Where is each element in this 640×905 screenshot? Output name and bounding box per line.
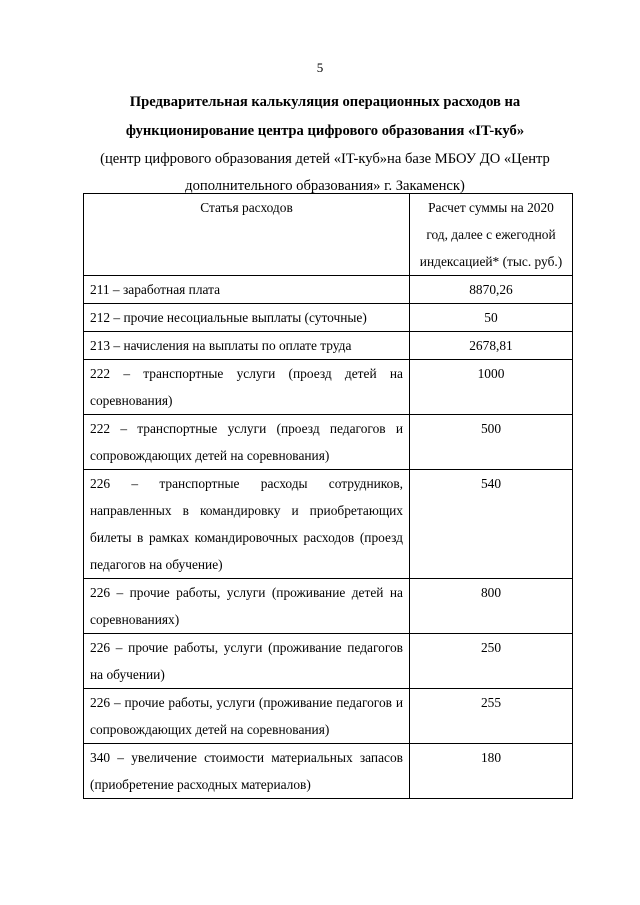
amount-cell: 180 — [410, 744, 573, 799]
expense-item-cell: 226 – прочие работы, услуги (проживание детей на соревнованиях) — [84, 579, 410, 634]
table-row — [84, 304, 573, 332]
table-header-row — [84, 194, 573, 276]
expense-table — [83, 193, 573, 799]
amount-cell: 250 — [410, 634, 573, 689]
table-row — [84, 332, 573, 360]
table-row — [84, 360, 573, 415]
amount-cell: 800 — [410, 579, 573, 634]
amount-cell: 255 — [410, 689, 573, 744]
table-row — [84, 470, 573, 579]
header-expense-item: Статья расходов — [84, 194, 410, 276]
expense-item-cell: 226 – транспортные расходы сотрудников, направленных в командировку и приобретающих билеты в рамках командировочных расходов (проезд педагогов на обучение) — [84, 470, 410, 579]
expense-item-cell: 211 – заработная плата — [84, 276, 410, 304]
document-subtitle: (центр цифрового образования детей «IT-куб»на базе МБОУ ДО «Центр дополнительного образования» г. Закаменск) — [100, 151, 550, 194]
table-row — [84, 744, 573, 799]
expense-item-cell: 226 – прочие работы, услуги (проживание педагогов и сопровождающих детей на соревнования) — [84, 689, 410, 744]
amount-cell: 500 — [410, 415, 573, 470]
table-row — [84, 634, 573, 689]
page-number: 5 — [316, 60, 324, 75]
table-row — [84, 276, 573, 304]
table-row — [84, 579, 573, 634]
expense-item-cell: 213 – начисления на выплаты по оплате труда — [84, 332, 410, 360]
document-title: Предварительная калькуляция операционных расходов на функционирование центра цифрового образования «IT-куб» — [125, 94, 525, 139]
amount-cell: 1000 — [410, 360, 573, 415]
table-row — [84, 415, 573, 470]
expense-item-cell: 212 – прочие несоциальные выплаты (суточные) — [84, 304, 410, 332]
amount-cell: 540 — [410, 470, 573, 579]
header-amount: Расчет суммы на 2020 год, далее с ежегодной индексацией* (тыс. руб.) — [410, 194, 573, 276]
amount-cell: 50 — [410, 304, 573, 332]
amount-cell: 8870,26 — [410, 276, 573, 304]
table-row — [84, 689, 573, 744]
expense-item-cell: 340 – увеличение стоимости материальных запасов (приобретение расходных материалов) — [84, 744, 410, 799]
expense-item-cell: 222 – транспортные услуги (проезд детей на соревнования) — [84, 360, 410, 415]
amount-cell: 2678,81 — [410, 332, 573, 360]
expense-item-cell: 222 – транспортные услуги (проезд педагогов и сопровождающих детей на соревнования) — [84, 415, 410, 470]
expense-item-cell: 226 – прочие работы, услуги (проживание педагогов на обучении) — [84, 634, 410, 689]
